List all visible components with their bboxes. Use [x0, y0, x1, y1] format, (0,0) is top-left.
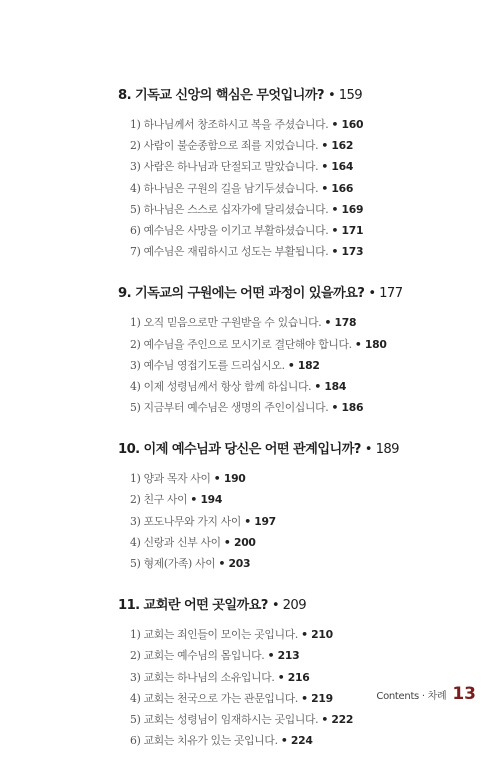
- toc-item-text: 3) 포도나무와 가지 사이: [130, 514, 245, 528]
- section-title-text: 10. 이제 예수님과 당신은 어떤 관계입니까?: [118, 442, 361, 458]
- toc-item-page: • 166: [321, 181, 354, 195]
- footer-page-number: 13: [452, 684, 476, 704]
- section-page-number: • 189: [364, 442, 399, 458]
- toc-item: [118, 156, 478, 177]
- toc-item-page: • 164: [321, 160, 354, 174]
- toc-section-9: [118, 284, 478, 418]
- toc-item-text: 1) 양과 목자 사이: [130, 472, 214, 486]
- toc-item-text: 2) 예수님을 주인으로 모시기로 결단해야 합니다.: [130, 337, 355, 351]
- toc-item: [118, 709, 478, 730]
- footer-label: Contents · 차례: [376, 691, 447, 702]
- toc-item: [118, 199, 478, 220]
- toc-item-page: • 178: [324, 316, 357, 330]
- toc-item: [118, 468, 478, 489]
- toc-item: [118, 553, 478, 574]
- toc-item-page: • 216: [277, 670, 310, 684]
- toc-item-text: 2) 교회는 예수님의 몸입니다.: [130, 649, 268, 663]
- section-page-number: • 209: [271, 598, 306, 614]
- toc-item-page: • 222: [321, 712, 354, 726]
- toc-item: [118, 355, 478, 376]
- toc-item-text: 4) 하나님은 구원의 길을 남기두셨습니다.: [130, 181, 322, 195]
- toc-item: [118, 135, 478, 156]
- toc-item-page: • 224: [280, 734, 313, 748]
- toc-section-10: [118, 440, 478, 574]
- toc-item-text: 2) 친구 사이: [130, 493, 191, 507]
- toc-item-page: • 194: [190, 493, 223, 507]
- toc-item-text: 3) 교회는 하나님의 소유입니다.: [130, 670, 278, 684]
- toc-item-page: • 180: [354, 337, 387, 351]
- toc-item: [118, 624, 478, 645]
- toc-item-text: 6) 예수님은 사망을 이기고 부활하셨습니다.: [130, 223, 332, 237]
- toc-item-text: 4) 신랑과 신부 사이: [130, 535, 224, 549]
- toc-item: [118, 114, 478, 135]
- section-title-text: 8. 기독교 신앙의 핵심은 무엇입니까?: [118, 88, 324, 103]
- toc-item-text: 5) 교회는 성령님이 임재하시는 곳입니다.: [130, 712, 322, 726]
- section-title-text: 11. 교회란 어떤 곳일까요?: [118, 598, 268, 614]
- toc-item-page: • 190: [213, 472, 246, 486]
- toc-item-page: • 182: [287, 358, 320, 372]
- section-title: [118, 596, 478, 616]
- toc-item-page: • 200: [223, 535, 256, 549]
- toc-item-text: 3) 예수님 영접기도를 드리십시오.: [130, 358, 288, 372]
- toc-item-text: 4) 교회는 천국으로 가는 관문입니다.: [130, 691, 302, 705]
- toc-item-page: • 162: [321, 139, 354, 153]
- toc-item-page: • 213: [267, 649, 300, 663]
- toc-section-8: [118, 86, 478, 262]
- section-title-text: 9. 기독교의 구원에는 어떤 과정이 있을까요?: [118, 286, 365, 302]
- toc-item-text: 5) 하나님은 스스로 십자가에 달리셨습니다.: [130, 202, 332, 216]
- toc-item: [118, 511, 478, 532]
- section-title: [118, 284, 478, 304]
- toc-item-page: • 203: [218, 557, 251, 570]
- section-title: [118, 440, 478, 460]
- toc-item-page: • 169: [331, 202, 364, 216]
- section-title: [118, 86, 478, 106]
- toc-item: [118, 532, 478, 553]
- toc-item-page: • 171: [331, 223, 364, 237]
- toc-item-page: • 210: [301, 628, 333, 642]
- toc-item: [118, 489, 478, 510]
- toc-item-page: • 186: [331, 401, 364, 415]
- toc-item-page: • 184: [314, 379, 347, 393]
- toc-item-page: • 173: [331, 245, 364, 259]
- toc-item-text: 7) 예수님은 재림하시고 성도는 부활됩니다.: [130, 245, 332, 259]
- toc-item-text: 5) 형제(가족) 사이: [130, 557, 219, 570]
- toc-item-text: 1) 교회는 죄인들이 모이는 곳입니다.: [130, 628, 302, 642]
- toc-item-text: 3) 사람은 하나님과 단절되고 말았습니다.: [130, 160, 322, 174]
- table-of-contents: [118, 86, 478, 773]
- section-page-number: • 159: [327, 88, 363, 103]
- toc-item: [118, 220, 478, 241]
- toc-item-page: • 197: [244, 514, 276, 528]
- page-footer: [376, 684, 476, 704]
- toc-item-text: 6) 교회는 치유가 있는 곳입니다.: [130, 734, 281, 748]
- toc-item-text: 5) 지금부터 예수님은 생명의 주인이십니다.: [130, 401, 332, 415]
- toc-item: [118, 645, 478, 666]
- toc-item: [118, 730, 478, 751]
- toc-item: [118, 397, 478, 418]
- toc-item: [118, 334, 478, 355]
- toc-item-page: • 219: [301, 691, 333, 705]
- section-page-number: • 177: [368, 286, 403, 302]
- toc-section-11: [118, 596, 478, 751]
- toc-item: [118, 178, 478, 199]
- toc-item-page: • 160: [331, 118, 364, 131]
- toc-item: [118, 312, 478, 333]
- toc-item-text: 2) 사람이 불순종함으로 죄를 지었습니다.: [130, 139, 322, 153]
- toc-item: [118, 376, 478, 397]
- toc-item-text: 1) 오직 믿음으로만 구원받을 수 있습니다.: [130, 316, 325, 330]
- toc-item-text: 1) 하나님께서 창조하시고 복을 주셨습니다.: [130, 118, 332, 131]
- toc-item: [118, 241, 478, 262]
- toc-item-text: 4) 이제 성령님께서 항상 함께 하십니다.: [130, 379, 315, 393]
